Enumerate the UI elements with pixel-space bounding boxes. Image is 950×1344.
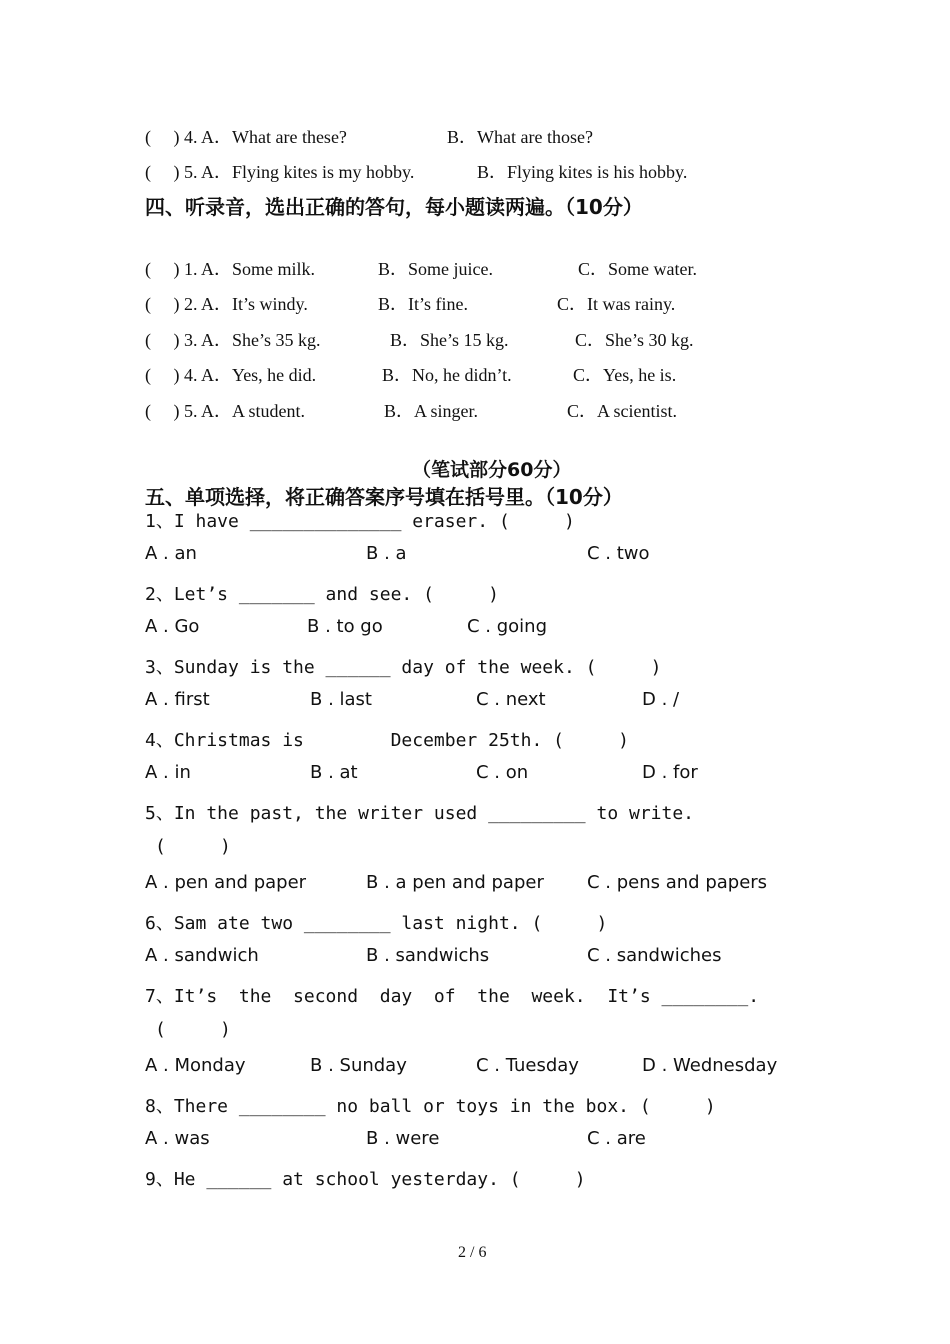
part5-q4-option-a: A . in [145, 762, 191, 783]
part4-q2-option-c: C．It was rainy. [557, 294, 676, 314]
part5-q3-option-a: A . first [145, 689, 210, 710]
part4-q5-option-a: ( ) 5. A．A student. [145, 401, 305, 421]
part5-q3-option-d: D . / [642, 689, 680, 710]
page-number: 2 / 6 [458, 1244, 487, 1261]
part3-q5-option-b: B．Flying kites is his hobby. [477, 162, 688, 182]
part4-q3-option-b: B．She’s 15 kg. [390, 330, 509, 350]
part5-q2-option-a: A . Go [145, 616, 200, 637]
part5-q1-stem: 1、I have ______________ eraser. ( ) [145, 511, 575, 532]
part5-q7-option-c: C . Tuesday [476, 1055, 579, 1076]
part5-q3-option-c: C . next [476, 689, 546, 710]
part5-q7-option-a: A . Monday [145, 1055, 246, 1076]
part5-q8-option-c: C . are [587, 1128, 646, 1149]
part5-q4-stem: 4、Christmas is December 25th. ( ) [145, 730, 629, 751]
part5-q8-option-a: A . was [145, 1128, 210, 1149]
part4-q5-option-b: B．A singer. [384, 401, 479, 421]
part5-q3-option-b: B . last [310, 689, 372, 710]
part5-heading: 五、单项选择，将正确答案序号填在括号里。（10分） [145, 485, 623, 509]
part4-q4-option-b: B．No, he didn’t. [382, 365, 512, 385]
part5-q7-option-d: D . Wednesday [642, 1055, 778, 1076]
part5-q8-stem: 8、There ________ no ball or toys in the box. ( ) [145, 1096, 716, 1117]
part5-q5-option-b: B . a pen and paper [366, 872, 544, 893]
part5-q1-option-a: A . an [145, 543, 197, 564]
part5-q4-option-c: C . on [476, 762, 529, 783]
part3-q4-option-b: B．What are those? [447, 127, 593, 147]
part5-q7-paren: ( ) [155, 1019, 231, 1040]
part4-q5-option-c: C．A scientist. [567, 401, 678, 421]
part5-q3-stem: 3、Sunday is the ______ day of the week. ( ) [145, 657, 662, 678]
part4-heading: 四、听录音，选出正确的答句，每小题读两遍。（10分） [145, 195, 643, 219]
part5-q2-stem: 2、Let’s _______ and see. ( ) [145, 584, 499, 605]
part5-q7-stem: 7、It’s the second day of the week. It’s ________. [145, 986, 760, 1007]
part5-q4-option-b: B . at [310, 762, 358, 783]
part5-q7-option-b: B . Sunday [310, 1055, 407, 1076]
part5-q5-paren: ( ) [155, 836, 231, 857]
part5-q1-option-b: B . a [366, 543, 407, 564]
part4-q2-option-a: ( ) 2. A．It’s windy. [145, 294, 308, 314]
part5-q9-stem: 9、He ______ at school yesterday. ( ) [145, 1169, 586, 1190]
part5-q6-stem: 6、Sam ate two ________ last night. ( ) [145, 913, 608, 934]
part5-q4-option-d: D . for [642, 762, 698, 783]
part4-q4-option-a: ( ) 4. A．Yes, he did. [145, 365, 317, 385]
part5-q6-option-c: C . sandwiches [587, 945, 722, 966]
written-part-title: （笔试部分60分） [412, 459, 572, 481]
part5-q2-option-c: C . going [467, 616, 548, 637]
part4-q3-option-c: C．She’s 30 kg. [575, 330, 694, 350]
part4-q2-option-b: B．It’s fine. [378, 294, 468, 314]
part5-q8-option-b: B . were [366, 1128, 440, 1149]
part5-q5-stem: 5、In the past, the writer used _________ to write. [145, 803, 695, 824]
part4-q3-option-a: ( ) 3. A．She’s 35 kg. [145, 330, 321, 350]
part5-q1-option-c: C . two [587, 543, 650, 564]
part3-q5-option-a: ( ) 5. A．Flying kites is my hobby. [145, 162, 415, 182]
part4-q1-option-a: ( ) 1. A．Some milk. [145, 259, 315, 279]
part5-q2-option-b: B . to go [307, 616, 383, 637]
part5-q5-option-a: A . pen and paper [145, 872, 307, 893]
part4-q4-option-c: C．Yes, he is. [573, 365, 677, 385]
part5-q5-option-c: C . pens and papers [587, 872, 768, 893]
part5-q6-option-b: B . sandwichs [366, 945, 490, 966]
part4-q1-option-c: C．Some water. [578, 259, 697, 279]
part3-q4-option-a: ( ) 4. A．What are these? [145, 127, 347, 147]
part4-q1-option-b: B．Some juice. [378, 259, 493, 279]
part5-q6-option-a: A . sandwich [145, 945, 259, 966]
